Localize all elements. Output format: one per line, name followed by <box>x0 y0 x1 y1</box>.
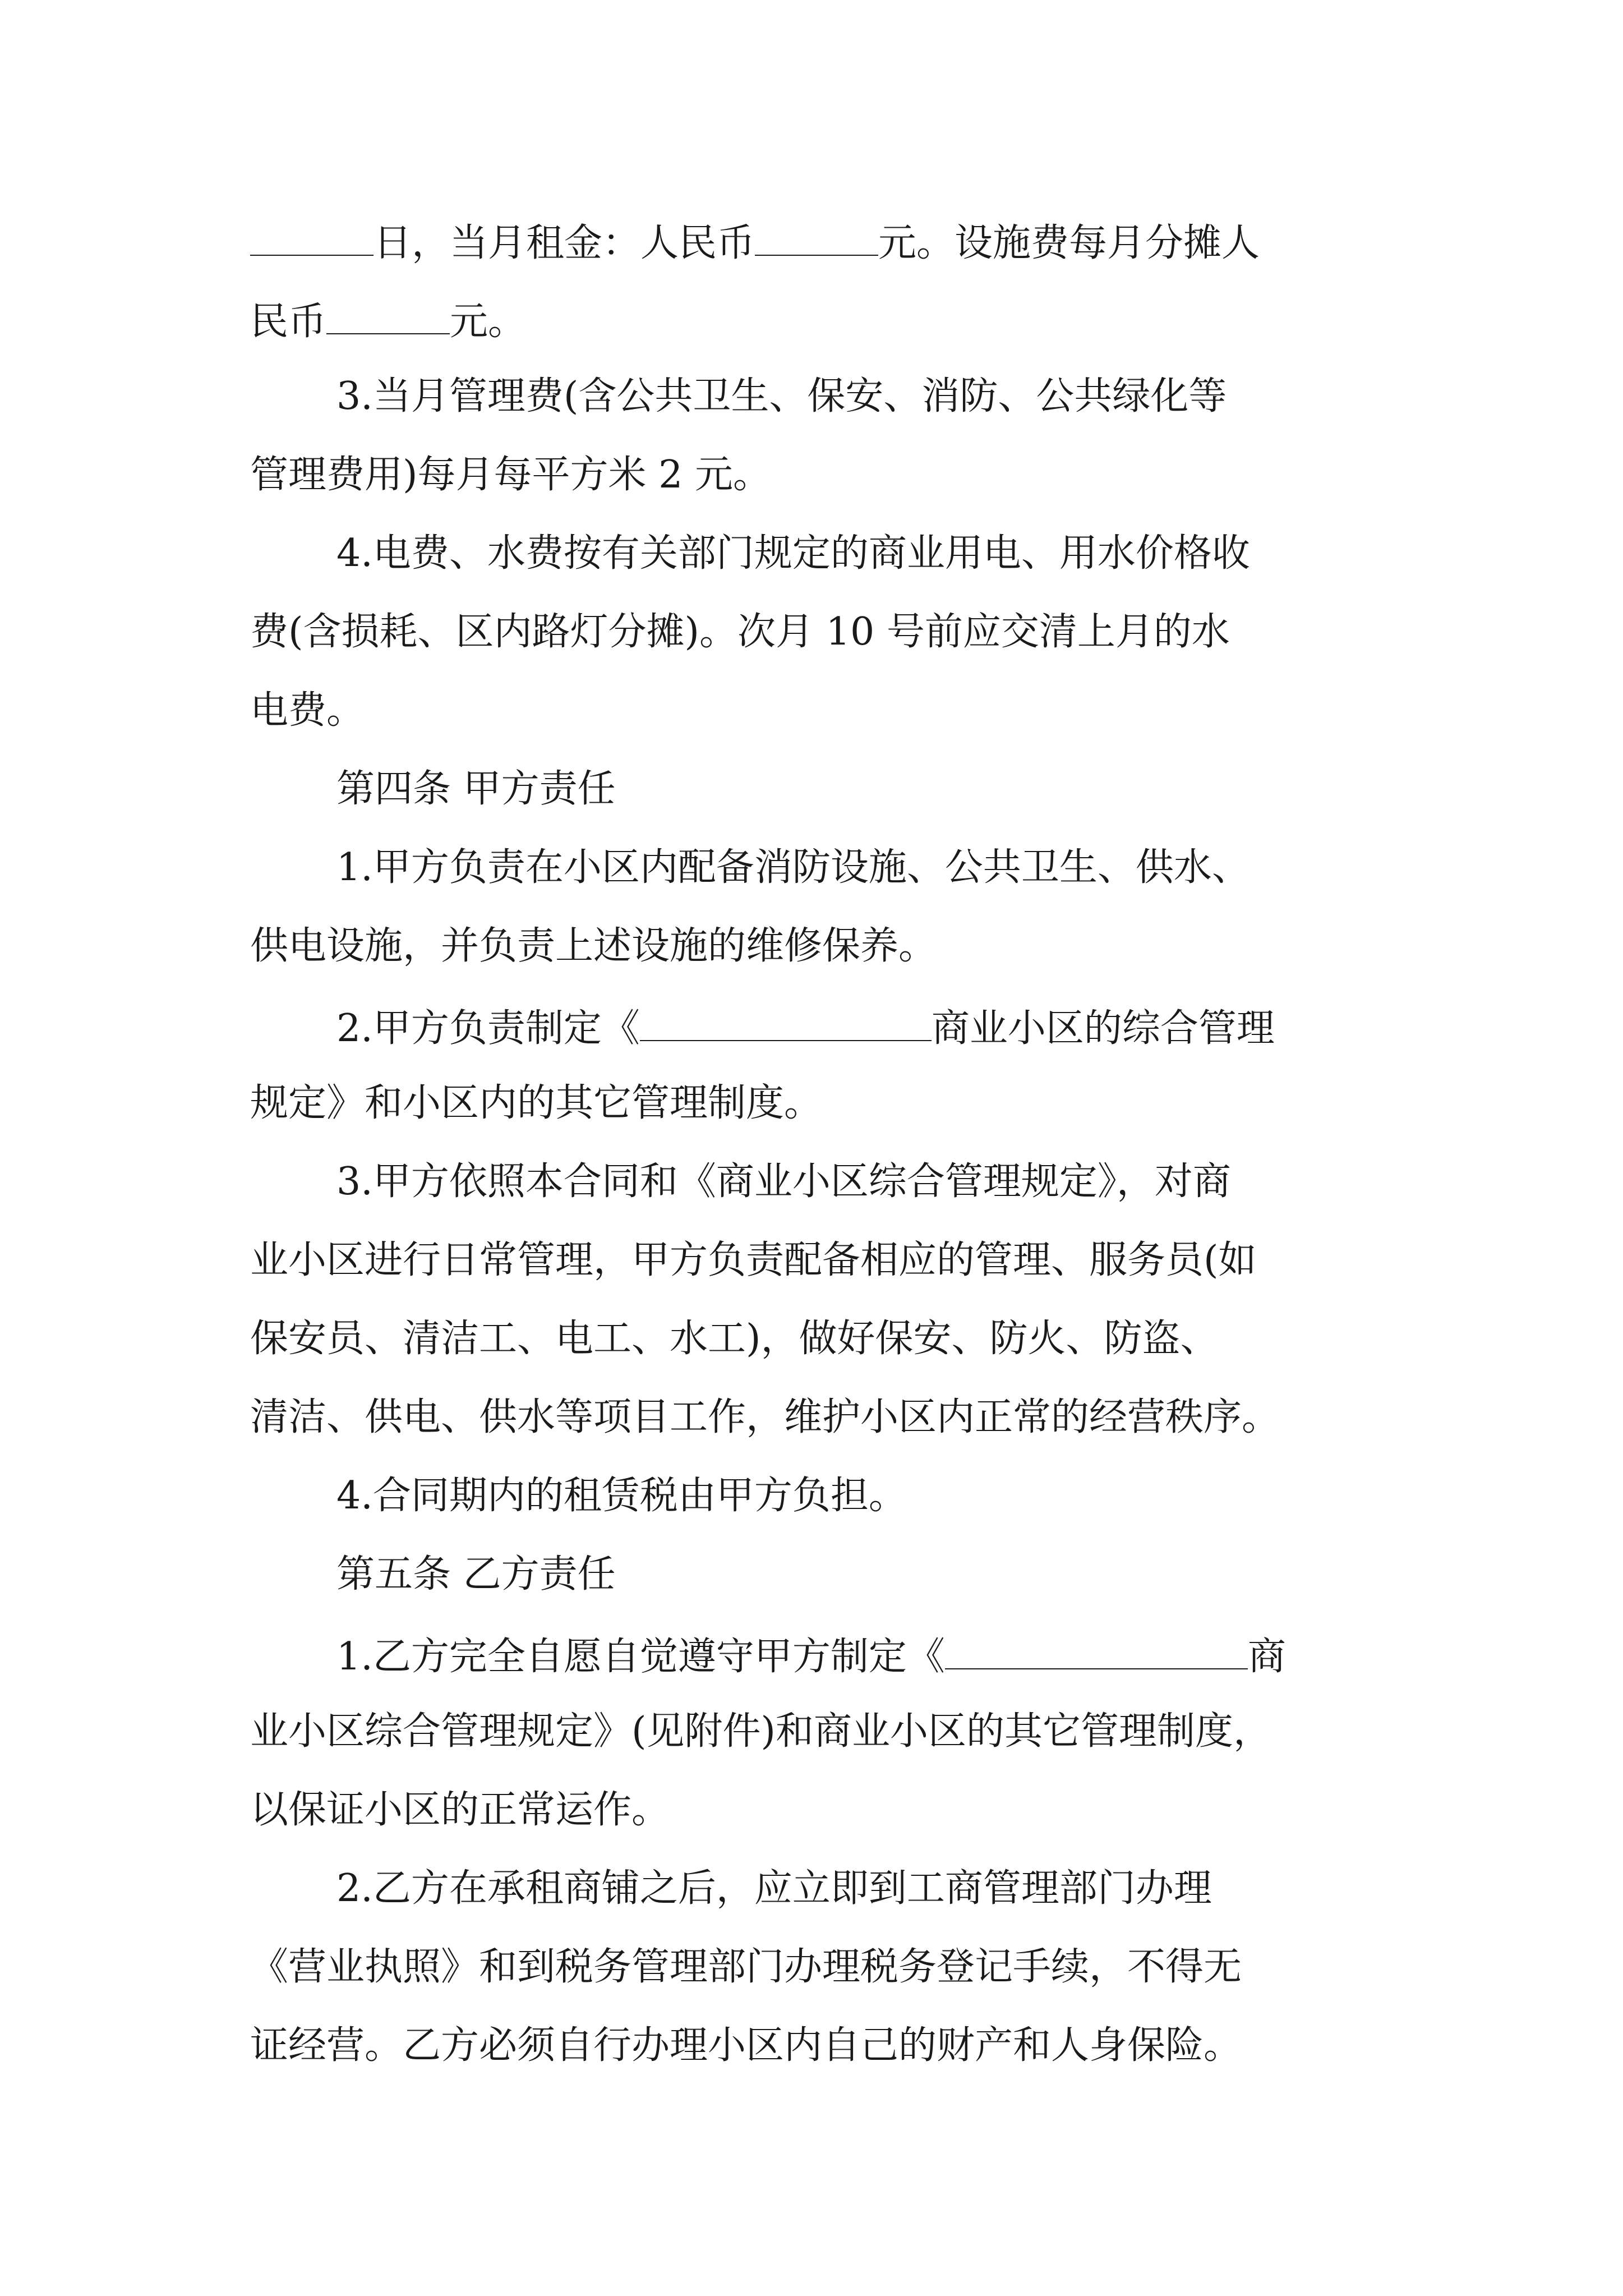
text-line: 管理费用)每月每平方米 2 元。 <box>250 453 772 497</box>
text-line: 日，当月租金：人民币 元。设施费每月分摊人 <box>250 220 1260 263</box>
text-line: 《营业执照》和到税务管理部门办理税务登记手续，不得无 <box>250 1945 1242 1989</box>
paragraph-start: 1.乙方完全自愿自觉遵守甲方制定《 商 <box>336 1635 1286 1680</box>
paragraph-start: 4.合同期内的租赁税由甲方负担。 <box>336 1474 907 1518</box>
text-line: 民币 元。 <box>250 300 527 344</box>
text-line: 业小区进行日常管理，甲方负责配备相应的管理、服务员(如 <box>250 1238 1257 1282</box>
text-line: 清洁、供电、供水等项目工作，维护小区内正常的经营秩序。 <box>250 1395 1280 1439</box>
paragraph-start: 3.甲方依照本合同和《商业小区综合管理规定》，对商 <box>336 1159 1231 1204</box>
paragraph-start: 4.电费、水费按有关部门规定的商业用电、用水价格收 <box>336 531 1250 576</box>
text-line: 保安员、清洁工、电工、水工)，做好保安、防火、防盗、 <box>250 1317 1219 1361</box>
paragraph-start: 2.乙方在承租商铺之后，应立即到工商管理部门办理 <box>336 1866 1212 1911</box>
text-line: 证经营。乙方必须自行办理小区内自己的财产和人身保险。 <box>250 2023 1242 2068</box>
text-line: 以保证小区的正常运作。 <box>250 1788 670 1832</box>
paragraph-start: 3.当月管理费(含公共卫生、保安、消防、公共绿化等 <box>336 374 1227 418</box>
paragraph-start: 1.甲方负责在小区内配备消防设施、公共卫生、供水、 <box>336 845 1250 890</box>
fill-in-blank <box>945 1634 1248 1669</box>
text-line: 业小区综合管理规定》(见附件)和商业小区的其它管理制度， <box>250 1709 1272 1754</box>
paragraph-start: 2.甲方负责制定《 商业小区的综合管理 <box>336 1006 1275 1051</box>
text-line: 电费。 <box>250 688 365 733</box>
text-line: 供电设施，并负责上述设施的维修保养。 <box>250 924 937 968</box>
fill-in-blank <box>755 220 878 256</box>
fill-in-blank <box>326 299 450 334</box>
section-heading-article-5: 第五条 乙方责任 <box>336 1552 616 1596</box>
section-heading-article-4: 第四条 甲方责任 <box>336 767 616 811</box>
text-line: 费(含损耗、区内路灯分摊)。次月 10 号前应交清上月的水 <box>250 610 1230 654</box>
fill-in-blank <box>250 220 374 256</box>
fill-in-blank <box>640 1006 932 1041</box>
text-line: 规定》和小区内的其它管理制度。 <box>250 1081 823 1125</box>
